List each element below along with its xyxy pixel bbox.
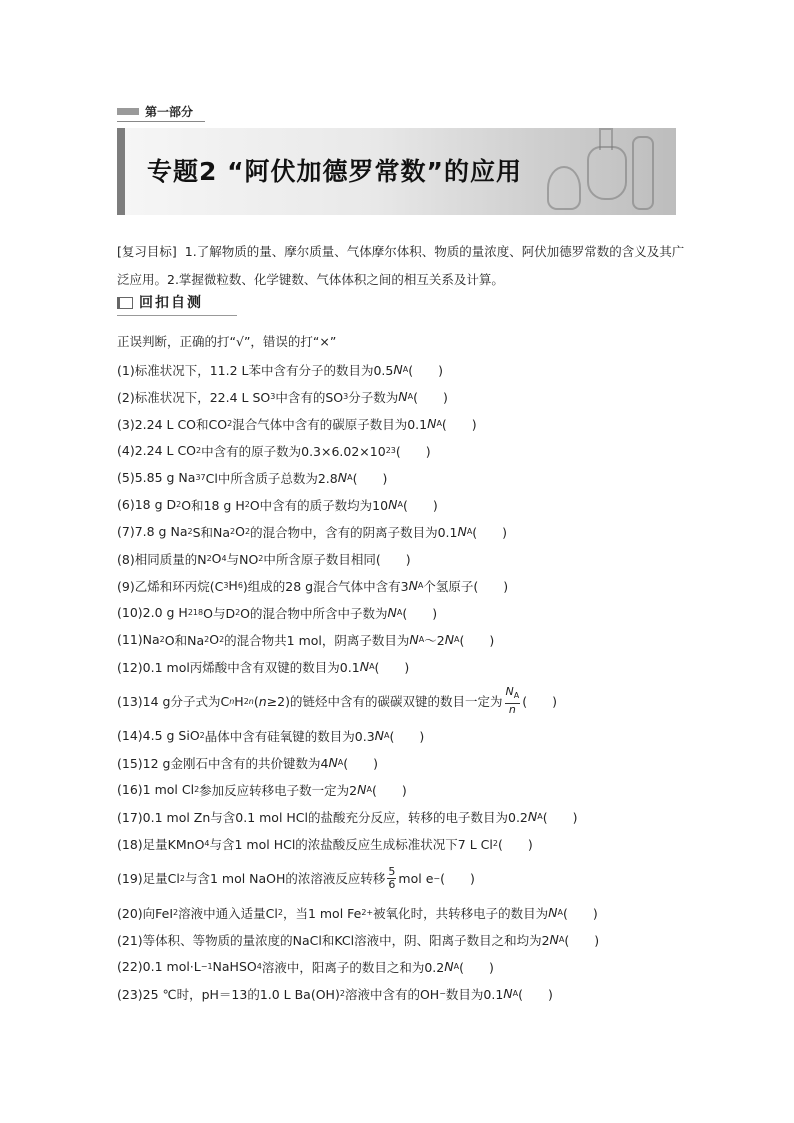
page-title: 专题2 “阿伏加德罗常数”的应用 — [147, 157, 522, 186]
question-item: (3)2.24 L CO和CO 2 混合气体中含有的碳原子数目为0.1 N A ( ) — [117, 416, 477, 432]
banner-stripe — [117, 128, 125, 215]
question-item: (7)7.8 g Na 2 S和Na 2 O 2 的混合物中，含有的阴离子数目为0.1 N A ( ) — [117, 524, 508, 540]
question-item: (22)0.1 mol·L −1 NaHSO 4 溶液中，阳离子的数目之和为0.2 N A ( ) — [117, 959, 494, 975]
part-bar-icon — [117, 108, 139, 115]
question-item: (5)5.85 g Na 37 Cl中所含质子总数为2.8 N A ( ) — [117, 470, 388, 486]
question-item: (17)0.1 mol Zn与含0.1 mol HCl的盐酸充分反应，转移的电子数目为0.2 N A ( ) — [117, 809, 578, 825]
question-item: (19)足量Cl 2 与含1 mol NaOH的浓溶液反应转移 $\frac{5}{6}$ mol e − ( ) — [117, 864, 475, 891]
question-item: (11)Na 2 O和Na 2 O 2 的混合物共1 mol，阴离子数目为 N A ～2 N A ( ) — [117, 632, 495, 648]
question-item: (21)等体积、等物质的量浓度的NaCl和KCl溶液中，阴、阳离子数目之和均为2 N A ( ) — [117, 932, 600, 948]
instruction-text: 正误判断，正确的打“√”，错误的打“×” — [117, 334, 337, 349]
objectives-text: 1.了解物质的量、摩尔质量、气体摩尔体积、物质的量浓度、阿伏加德罗常数的含义及其广泛应用。2.掌握微粒数、化学键数、气体体积之间的相互关系及计算。 — [117, 244, 685, 287]
question-item: (16)1 mol Cl 2 参加反应转移电子数一定为2 N A ( ) — [117, 782, 407, 798]
flask-icon — [587, 146, 627, 200]
section-divider — [117, 315, 237, 316]
question-item: (18)足量KMnO 4 与含1 mol HCl的浓盐酸反应生成标准状况下7 L Cl 2 ( ) — [117, 836, 533, 852]
part-divider — [117, 121, 205, 122]
beaker-icon — [547, 166, 581, 210]
question-item: (4)2.24 L CO 2 中含有的原子数为0.3×6.02×10 23 ( ) — [117, 443, 431, 459]
test-tube-icon — [632, 136, 654, 210]
question-item: (9)乙烯和环丙烷(C 3 H 6 )组成的28 g混合气体中含有3 N A 个氢原子( ) — [117, 578, 509, 594]
part-tag — [117, 100, 193, 122]
section-header — [117, 292, 203, 312]
question-item: (14)4.5 g SiO 2 晶体中含有硅氧键的数目为0.3 N A ( ) — [117, 728, 425, 744]
part-label: 第一部分 — [145, 104, 194, 119]
title-banner — [117, 128, 676, 215]
question-item: (20)向FeI 2 溶液中通入适量Cl 2 ，当1 mol Fe 2+ 被氧化时，共转移电子的数目为 N A ( ) — [117, 905, 598, 921]
question-list — [117, 356, 687, 1007]
question-item: (8)相同质量的N 2 O 4 与NO 2 中所含原子数目相同( ) — [117, 551, 411, 567]
question-item: (23)25 ℃时，pH＝13的1.0 L Ba(OH) 2 溶液中含有的OH − 数目为0.1 N A ( ) — [117, 986, 553, 1002]
question-item: (12)0.1 mol丙烯酸中含有双键的数目为0.1 N A ( ) — [117, 659, 410, 675]
question-item: (1)标准状况下，11.2 L苯中含有分子的数目为0.5 N A ( ) — [117, 362, 443, 378]
section-title: 回扣自测 — [139, 295, 203, 311]
book-icon — [117, 295, 131, 309]
question-item: (10)2.0 g H 2 18 O与D 2 O的混合物中所含中子数为 N A ( ) — [117, 605, 438, 621]
question-item: (2)标准状况下，22.4 L SO 3 中含有的SO 3 分子数为 N A ( ) — [117, 389, 448, 405]
review-objectives — [117, 238, 685, 294]
question-item: (13)14 g分子式为C n H 2n ( n ≥2)的链烃中含有的碳碳双键的数目一定为 $\frac{N_A}{n}$ ( ) — [117, 685, 557, 716]
question-item: (15)12 g金刚石中含有的共价键数为4 N A ( ) — [117, 755, 379, 771]
question-item: (6)18 g D 2 O和18 g H 2 O中含有的质子数均为10 N A ( ) — [117, 497, 438, 513]
objectives-label: [复习目标] — [117, 244, 177, 259]
